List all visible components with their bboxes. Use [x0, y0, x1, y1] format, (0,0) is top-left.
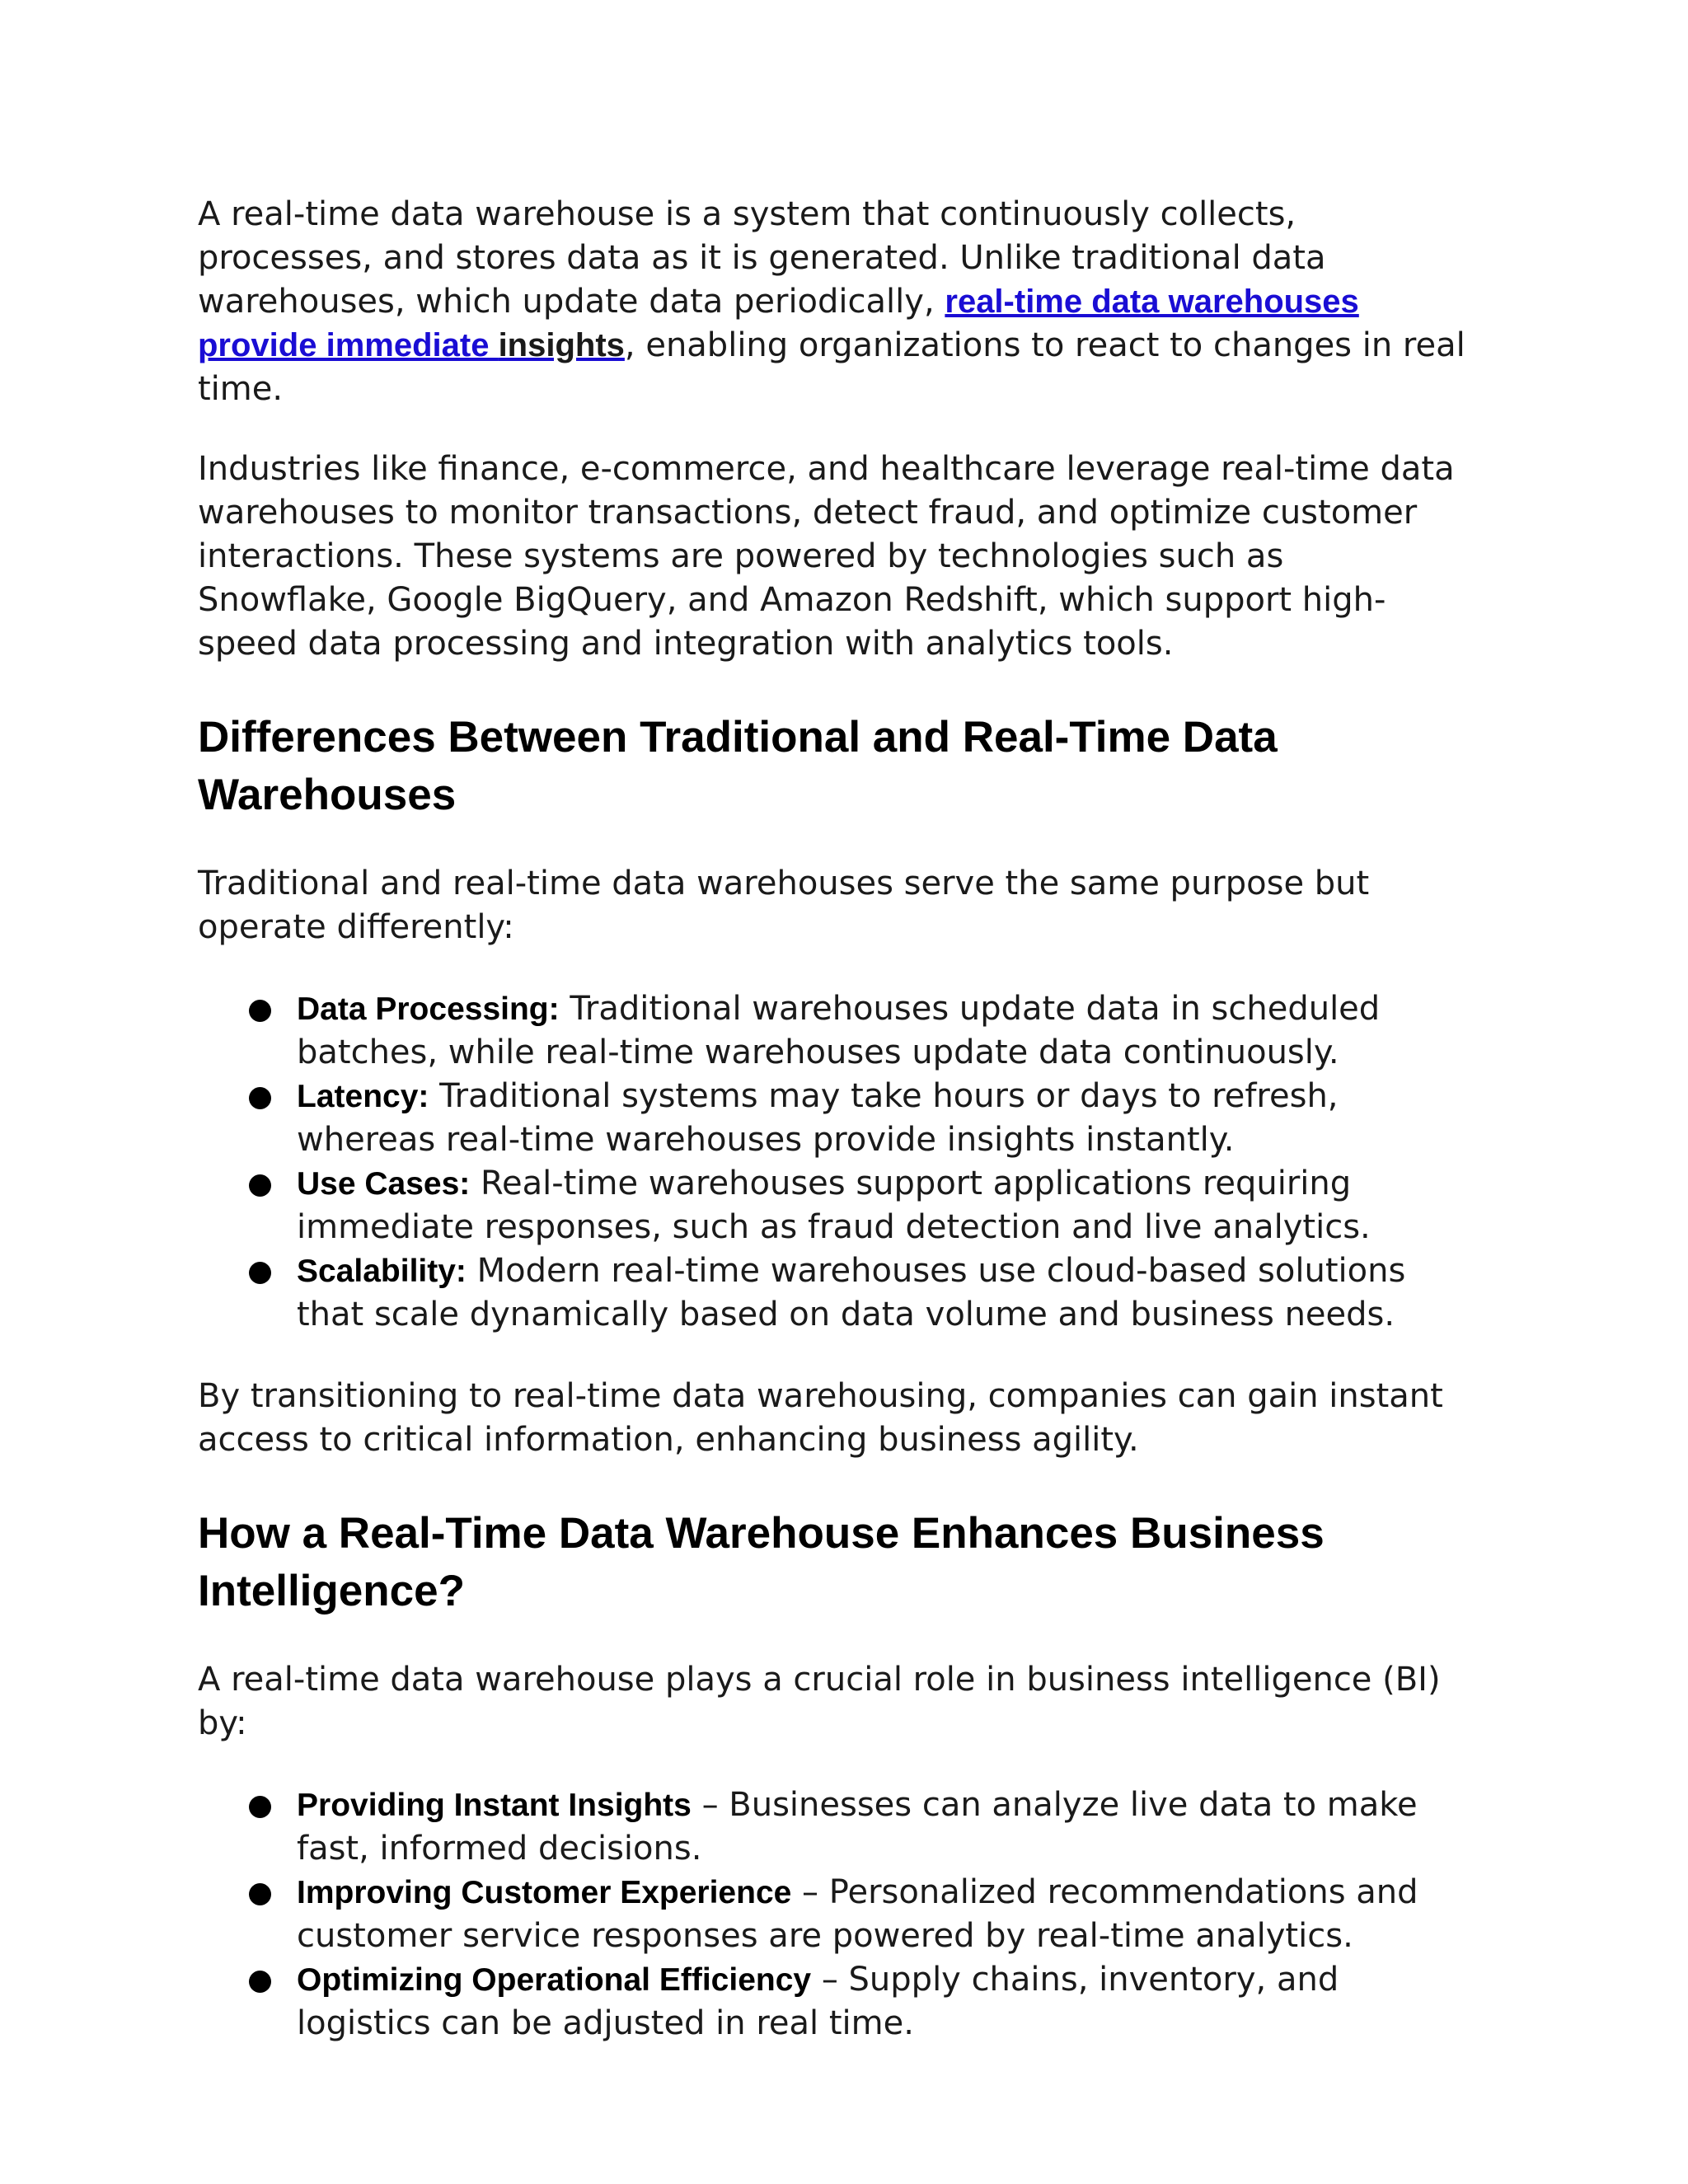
- section1-intro: Traditional and real-time data warehouses serve the same purpose but operate differently:: [198, 865, 1370, 946]
- list-item: [198, 1783, 1467, 1871]
- document-page: [198, 193, 1467, 2083]
- list-item-term: Scalability:: [297, 1254, 467, 1289]
- industries-paragraph: Industries like finance, e-commerce, and healthcare leverage real-time data warehouses to monitor transactions, detect fraud, and optimize customer interactions. These systems are powered by technologies such as Snowflake, Google BigQuery, and Amazon Redshift, which support high-speed data processing and integration with analytics tools.: [198, 450, 1455, 663]
- bullet-icon: [249, 1971, 271, 1993]
- bullet-icon: [249, 1796, 271, 1818]
- list-item-term: Optimizing Operational Efficiency: [297, 1962, 812, 1998]
- section1-heading: Differences Between Traditional and Real-Time Data Warehouses: [198, 713, 1278, 819]
- section2-list: [198, 1783, 1467, 2046]
- list-item-text: Traditional warehouses update data in scheduled batches, while real-time warehouses update data continuously.: [297, 990, 1381, 1071]
- list-item-text: – Businesses can analyze live data to make fast, informed decisions.: [297, 1786, 1418, 1868]
- list-item: [198, 1075, 1467, 1162]
- intro-paragraph: [198, 193, 1467, 411]
- list-item-term: Data Processing:: [297, 991, 560, 1027]
- list-item: [198, 1958, 1467, 2046]
- list-item-text: Traditional systems may take hours or days to refresh, whereas real-time warehouses provide insights instantly.: [297, 1077, 1339, 1159]
- bullet-icon: [249, 1883, 271, 1905]
- list-item: [198, 1249, 1467, 1337]
- list-item-term: Use Cases:: [297, 1166, 471, 1202]
- list-item-term: Latency:: [297, 1079, 429, 1114]
- list-item-text: – Personalized recommendations and customer service responses are powered by real-time analytics.: [297, 1873, 1418, 1955]
- section1-conclusion: By transitioning to real-time data warehousing, companies can gain instant access to critical information, enhancing business agility.: [198, 1377, 1443, 1459]
- intro-text-before: A real-time data warehouse is a system that continuously collects, processes, and stores data as it is generated. Unlike traditional data warehouses, which update data periodically,: [198, 195, 1326, 321]
- link-text-part2: insights: [498, 327, 625, 363]
- list-item-term: Providing Instant Insights: [297, 1788, 692, 1823]
- list-item: [198, 1871, 1467, 1958]
- section2-intro: A real-time data warehouse plays a crucial role in business intelligence (BI) by:: [198, 1661, 1441, 1742]
- bullet-icon: [249, 1087, 271, 1109]
- bullet-icon: [249, 1174, 271, 1197]
- section1-list: [198, 987, 1467, 1337]
- intro-text-after: , enabling organizations to react to changes in real time.: [198, 326, 1465, 408]
- list-item: [198, 1162, 1467, 1249]
- list-item: [198, 987, 1467, 1075]
- bullet-icon: [249, 1262, 271, 1284]
- list-item-term: Improving Customer Experience: [297, 1875, 792, 1910]
- list-item-text: Modern real-time warehouses use cloud-based solutions that scale dynamically based on data volume and business needs.: [297, 1252, 1406, 1333]
- bullet-icon: [249, 1000, 271, 1022]
- list-item-text: Real-time warehouses support applications requiring immediate responses, such as fraud detection and live analytics.: [297, 1165, 1371, 1246]
- list-item-text: – Supply chains, inventory, and logistics can be adjusted in real time.: [297, 1961, 1339, 2042]
- section2-heading: How a Real-Time Data Warehouse Enhances Business Intelligence?: [198, 1509, 1325, 1615]
- link-text-part1: real-time data warehouses provide immediate: [198, 284, 1359, 363]
